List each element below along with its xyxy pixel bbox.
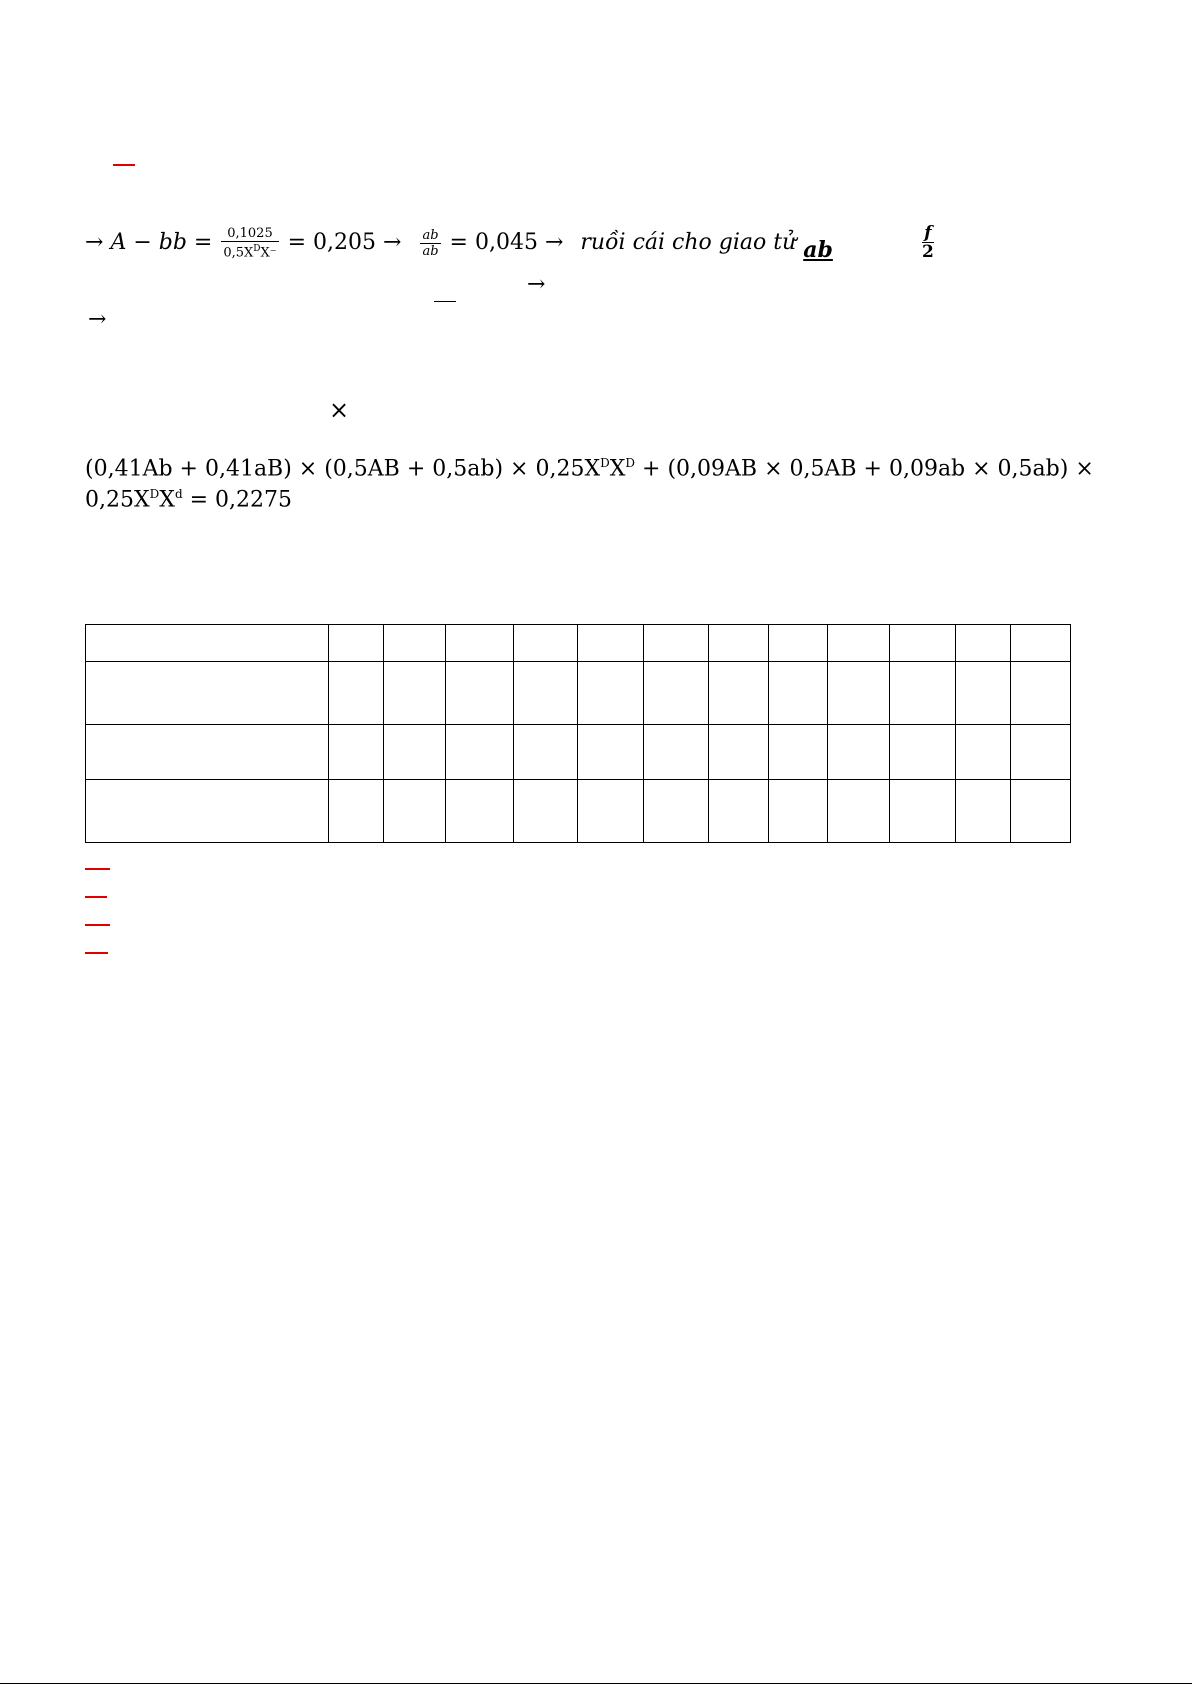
table-cell	[578, 625, 644, 662]
table-cell	[769, 780, 828, 843]
table-cell	[384, 725, 446, 780]
table-cell	[446, 780, 514, 843]
formula-row-2: $0,25X^DX^d = 0,2275$	[85, 487, 293, 513]
table-cell	[828, 780, 890, 843]
table-cell	[828, 625, 890, 662]
table-cell	[578, 662, 644, 725]
formula-row-1: $(0,41Ab + 0,41aB) \times (0,5AB + 0,5ab) \times 0,25X^DX^D + (0,09AB \times 0,5AB + 0,09ab \times 0,5ab)$ ×	[85, 456, 1094, 482]
gamete-text: ruồi cái cho giao tử	[580, 230, 797, 256]
table-cell	[709, 662, 769, 725]
times-icon: ×	[329, 396, 350, 424]
table-cell	[828, 725, 890, 780]
fraction-1-numerator: 0,1025	[221, 226, 278, 242]
table-cell	[446, 662, 514, 725]
table-cell	[86, 662, 329, 725]
empty-table	[85, 624, 1071, 843]
table-cell	[769, 662, 828, 725]
fraction-2	[420, 228, 440, 259]
table-cell	[1011, 625, 1071, 662]
short-rule	[434, 301, 456, 302]
table-cell	[956, 662, 1011, 725]
table-cell	[329, 662, 384, 725]
table-cell	[86, 625, 329, 662]
table-cell	[644, 725, 709, 780]
table-row	[86, 780, 1071, 843]
table-cell	[514, 725, 578, 780]
fraction-f-denominator: 2	[922, 242, 934, 262]
table-cell	[1011, 725, 1071, 780]
fraction-2-denominator: ab	[422, 243, 439, 259]
arrow-icon: →	[85, 230, 104, 256]
table-cell	[446, 625, 514, 662]
table-row	[86, 725, 1071, 780]
table-row	[86, 662, 1071, 725]
table-cell	[709, 625, 769, 662]
table-cell	[514, 625, 578, 662]
expr-mid: = 0,205 →	[287, 230, 402, 256]
table-cell	[956, 625, 1011, 662]
arrow-icon: →	[88, 307, 107, 332]
table-cell	[890, 662, 956, 725]
table-row	[86, 625, 1071, 662]
expr-left: A − bb =	[110, 230, 213, 256]
table-cell	[514, 662, 578, 725]
table-cell	[86, 780, 329, 843]
fraction-1-denominator: $0,5X^DX^-$	[223, 244, 277, 261]
arrow-icon: →	[527, 272, 546, 297]
table-cell	[329, 780, 384, 843]
table-cell	[384, 780, 446, 843]
table-cell	[578, 725, 644, 780]
table-cell	[329, 625, 384, 662]
table-cell	[86, 725, 329, 780]
table-cell	[956, 725, 1011, 780]
table-cell	[769, 625, 828, 662]
red-underline-mark	[85, 896, 107, 898]
table-cell	[709, 725, 769, 780]
table-cell	[890, 725, 956, 780]
red-underline-mark	[85, 868, 110, 870]
table-cell	[890, 625, 956, 662]
page-bottom-rule	[0, 1683, 1192, 1684]
equation-line-1	[85, 226, 833, 264]
table-cell	[384, 662, 446, 725]
table-cell	[644, 662, 709, 725]
fraction-1	[221, 226, 278, 260]
table-cell	[828, 662, 890, 725]
expr-right: = 0,045 →	[449, 230, 564, 256]
table-cell	[578, 780, 644, 843]
table-cell	[956, 780, 1011, 843]
table-cell	[329, 725, 384, 780]
table-cell	[1011, 662, 1071, 725]
table-cell	[709, 780, 769, 843]
table-cell	[446, 725, 514, 780]
fraction-2-numerator: ab	[422, 227, 439, 243]
table-cell	[644, 780, 709, 843]
fraction-f-numerator: f	[922, 224, 934, 243]
table-cell	[644, 625, 709, 662]
red-underline-mark	[85, 952, 108, 954]
table-cell	[1011, 780, 1071, 843]
red-underline-mark	[113, 164, 135, 166]
red-underline-mark	[85, 924, 110, 926]
gamete-ab: ab	[803, 237, 833, 264]
table-cell	[514, 780, 578, 843]
table-cell	[384, 625, 446, 662]
fraction-f-over-2	[922, 224, 934, 261]
table-cell	[769, 725, 828, 780]
table-cell	[890, 780, 956, 843]
